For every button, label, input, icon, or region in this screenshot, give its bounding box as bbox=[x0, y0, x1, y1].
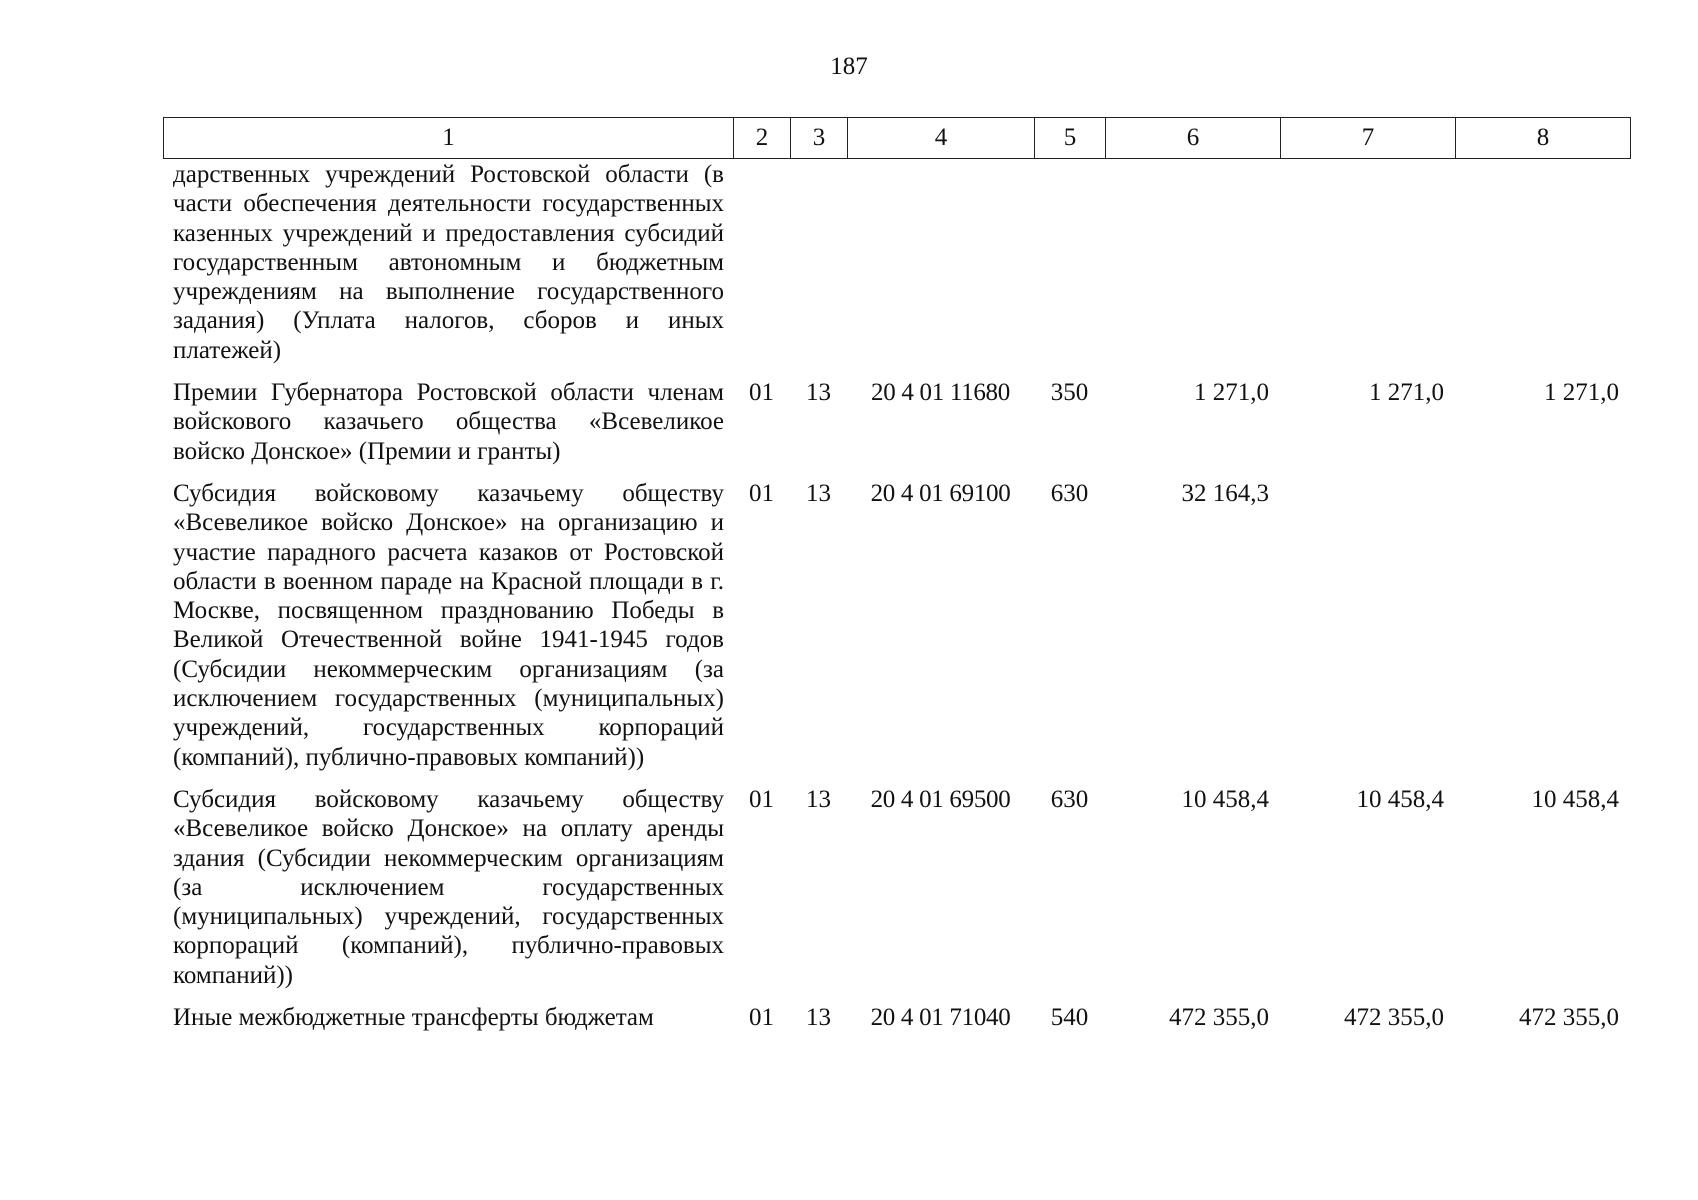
column-header-5: 5 bbox=[1035, 118, 1106, 159]
table-row bbox=[163, 1003, 1630, 1045]
table-row bbox=[163, 785, 1630, 1003]
column-header-6: 6 bbox=[1106, 118, 1281, 159]
table-row bbox=[163, 160, 1630, 378]
row-amount-2: 1 271,0 bbox=[1369, 379, 1444, 407]
page-number: 187 bbox=[830, 53, 868, 80]
row-subsection: 13 bbox=[806, 1004, 831, 1032]
row-amount-1: 32 164,3 bbox=[1181, 479, 1269, 507]
row-expense-type: 350 bbox=[1050, 379, 1089, 407]
row-description: Иные межбюджетные трансферты бюджетам bbox=[173, 1004, 654, 1032]
row-subsection: 13 bbox=[806, 479, 831, 507]
row-description: Субсидия войсковому казачьему обществу «Всевеликое войско Донское» на организацию и участие парадного расчета казаков от Ростовской области в военном параде на Красной площади в г. Москве, посвященном празднованию Победы в Великой Отечественной войне 1941-1945 годов (Субсидии некоммерческим организациям (за исключением государственных (муниципальных) учреждений, государственных корпораций (компаний), публично-правовых компаний)) bbox=[173, 479, 724, 771]
column-header-1: 1 bbox=[164, 118, 734, 159]
row-amount-3: 1 271,0 bbox=[1544, 379, 1619, 407]
row-target-article: 20 4 01 69500 bbox=[870, 785, 1011, 813]
row-subsection: 13 bbox=[806, 379, 831, 407]
row-amount-3: 10 458,4 bbox=[1531, 785, 1619, 813]
row-expense-type: 630 bbox=[1050, 479, 1089, 507]
row-amount-1 bbox=[1105, 160, 1280, 378]
budget-table-body bbox=[163, 160, 1630, 1045]
row-section: 01 bbox=[749, 785, 774, 813]
column-header-8: 8 bbox=[1456, 118, 1631, 159]
row-target-article: 20 4 01 69100 bbox=[870, 479, 1011, 507]
row-section: 01 bbox=[749, 479, 774, 507]
row-section bbox=[733, 160, 790, 378]
row-amount-3: 472 355,0 bbox=[1519, 1004, 1619, 1032]
row-amount-1: 472 355,0 bbox=[1169, 1004, 1269, 1032]
row-target-article: 20 4 01 71040 bbox=[870, 1004, 1011, 1032]
row-amount-2: 472 355,0 bbox=[1344, 1004, 1444, 1032]
row-amount-1: 10 458,4 bbox=[1181, 785, 1269, 813]
row-description: Субсидия войсковому казачьему обществу «Всевеликое войско Донское» на оплату аренды здания (Субсидии некоммерческим организациям (за исключением государственных (муниципальных) учреждений, государственных корпораций (компаний), публично-правовых компаний)) bbox=[173, 785, 724, 989]
row-expense-type bbox=[1034, 160, 1105, 378]
row-amount-1: 1 271,0 bbox=[1194, 379, 1269, 407]
row-subsection: 13 bbox=[806, 785, 831, 813]
row-subsection bbox=[790, 160, 847, 378]
row-section: 01 bbox=[749, 1004, 774, 1032]
row-amount-2 bbox=[1280, 479, 1455, 785]
row-amount-3 bbox=[1455, 479, 1630, 785]
column-header-7: 7 bbox=[1281, 118, 1456, 159]
column-header-3: 3 bbox=[791, 118, 848, 159]
row-expense-type: 630 bbox=[1050, 785, 1089, 813]
column-header-table bbox=[163, 117, 1631, 159]
row-target-article: 20 4 01 11680 bbox=[871, 379, 1010, 407]
row-target-article bbox=[847, 160, 1034, 378]
column-header-2: 2 bbox=[734, 118, 791, 159]
row-amount-2 bbox=[1280, 160, 1455, 378]
row-amount-3 bbox=[1455, 160, 1630, 378]
table-row bbox=[163, 378, 1630, 479]
row-section: 01 bbox=[749, 379, 774, 407]
column-header-row bbox=[164, 118, 1631, 159]
row-amount-2: 10 458,4 bbox=[1356, 785, 1444, 813]
row-description: Премии Губернатора Ростовской области членам войскового казачьего общества «Всевеликое войско Донское» (Премии и гранты) bbox=[173, 379, 724, 465]
row-description: дарственных учреждений Ростовской области (в части обеспечения деятельности государственных казенных учреждений и предоставления субсидий государственным автономным и бюджетным учреждениям на выполнение государственного задания) (Уплата налогов, сборов и иных платежей) bbox=[173, 161, 724, 364]
column-header-4: 4 bbox=[848, 118, 1035, 159]
table-row bbox=[163, 479, 1630, 785]
row-expense-type: 540 bbox=[1050, 1004, 1089, 1032]
